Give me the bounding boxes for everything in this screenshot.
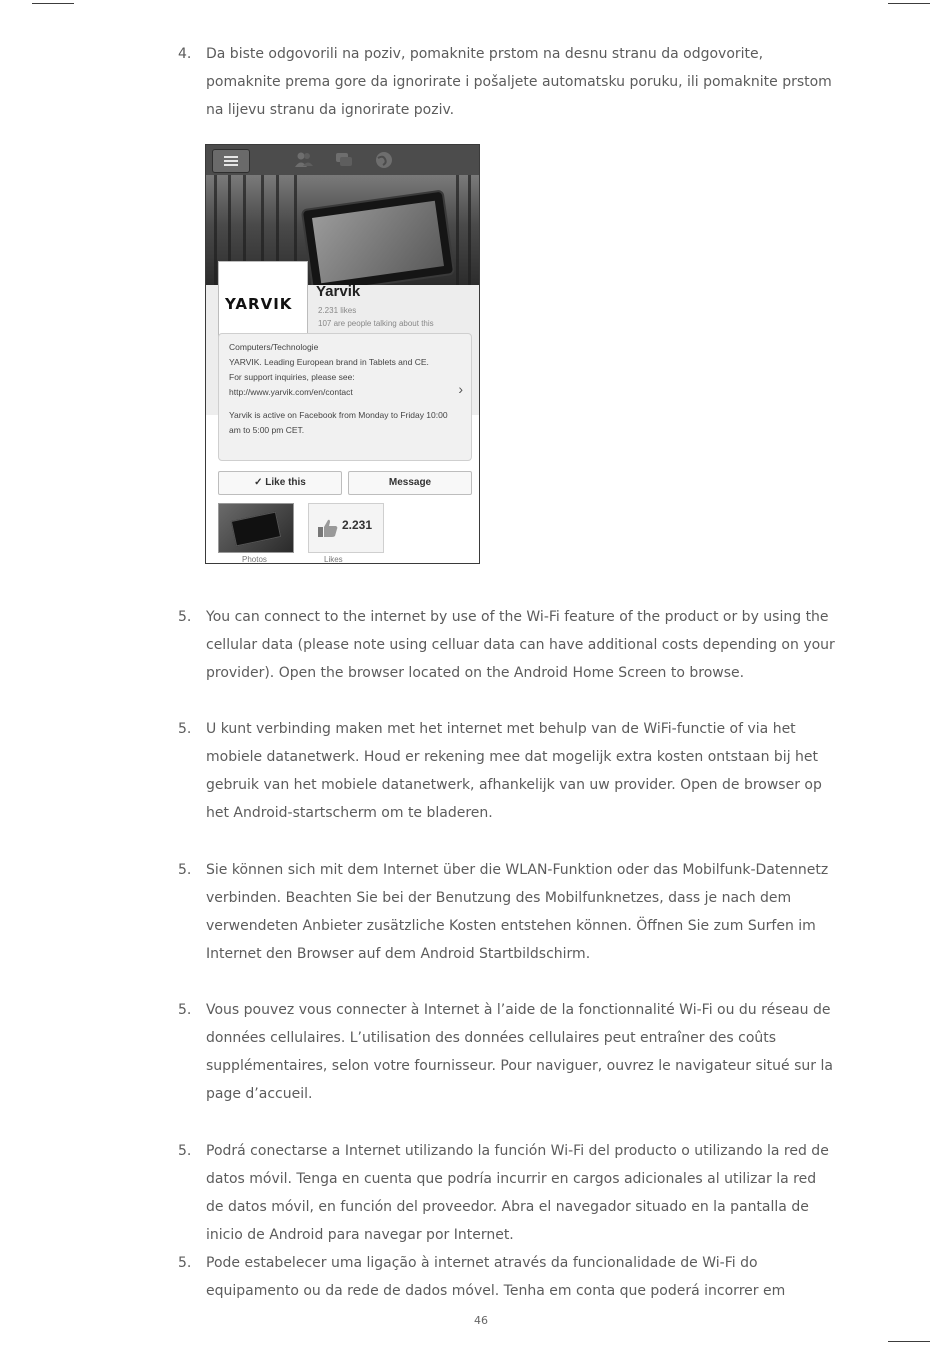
list-text: You can connect to the internet by use of the Wi-Fi feature of the product or by using the cellular data (please note using celluar data can have additional costs depending on your provider). Open the browser located on the Android Home Screen to browse.: [206, 609, 835, 681]
page-number: 46: [474, 1314, 488, 1327]
about-support: For support inquiries, please see:: [229, 372, 355, 382]
crop-mark-top-left: [32, 3, 74, 4]
list-item-5-en: [178, 603, 838, 687]
list-number: 5.: [178, 862, 192, 878]
list-number: 5.: [178, 721, 192, 737]
about-hours: Yarvik is active on Facebook from Monday to Friday 10:00 am to 5:00 pm CET.: [229, 410, 448, 435]
photos-label: Photos: [242, 555, 267, 564]
facebook-page-screenshot: [205, 144, 480, 564]
messages-icon: [334, 150, 354, 170]
list-text: Pode estabelecer uma ligação à internet através da funcionalidade de Wi-Fi do equipamento ou da rede de dados móvel. Tenha em conta que poderá incorrer em: [206, 1255, 786, 1299]
friends-icon: [294, 150, 314, 170]
list-item-5-nl: [178, 715, 838, 827]
list-number: 5.: [178, 1255, 192, 1271]
thumbs-up-icon: [317, 518, 339, 538]
tablet-image: [301, 189, 456, 285]
list-item-4: [178, 40, 838, 124]
chevron-right-icon: ›: [458, 381, 463, 397]
list-text: Da biste odgovorili na poziv, pomaknite prstom na desnu stranu da odgovorite, pomaknite prema gore da ignorirate i pošaljete automatsku poruku, ili pomaknite prstom na lijevu stranu da ignorirate poziv.: [206, 46, 832, 118]
list-item-5-pt: [178, 1249, 838, 1305]
likes-label: Likes: [324, 555, 343, 564]
app-top-bar: [206, 145, 479, 175]
globe-icon: [374, 150, 394, 170]
list-text: Podrá conectarse a Internet utilizando la función Wi-Fi del producto o utilizando la red de datos móvil. Tenga en cuenta que podría incurrir en cargos adicionales al utilizar la red de datos móvil, en función del proveedor. Abra el navegador situado en la pantalla de inicio de Android para navegar por Internet.: [206, 1143, 829, 1243]
like-button-label: Like this: [265, 477, 306, 488]
about-link: http://www.yarvik.com/en/contact: [229, 387, 353, 397]
likes-count: 2.231: [342, 518, 373, 532]
likes-text: 2.231 likes: [318, 306, 357, 315]
about-description: YARVIK. Leading European brand in Tablets and CE.: [229, 357, 429, 367]
likes-thumbnail: [308, 503, 384, 553]
message-button: [348, 471, 472, 495]
brand-logo: YARVIK: [225, 295, 293, 313]
list-item-5-es: [178, 1137, 838, 1249]
menu-icon: [212, 149, 250, 173]
list-text: Vous pouvez vous connecter à Internet à l’aide de la fonctionnalité Wi-Fi ou du réseau de données cellulaires. L’utilisation des données cellulaires peut entraîner des coûts supplémentaires, selon votre fournisseur. Pour naviguer, ouvrez le navigateur situé sur la page d’accueil.: [206, 1002, 833, 1102]
list-item-5-de: [178, 856, 838, 968]
about-section: [218, 333, 472, 461]
crop-mark-top-right: [888, 3, 930, 4]
crop-mark-bottom-right: [888, 1341, 930, 1342]
message-button-label: Message: [388, 477, 432, 488]
list-text: Sie können sich mit dem Internet über die WLAN-Funktion oder das Mobilfunk-Datennetz verbinden. Beachten Sie bei der Benutzung des Mobilfunknetzes, dass je nach dem verwendeten Anbieter zusätzliche Kosten entstehen können. Öffnen Sie zum Surfen im Internet den Browser auf dem Android Startbildschirm.: [206, 862, 829, 962]
page-name: Yarvik: [316, 283, 361, 300]
list-text: U kunt verbinding maken met het internet met behulp van de WiFi-functie of via het mobiele datanetwerk. Houd er rekening mee dat mogelijk extra kosten ontstaan bij het gebruik van het mobiele datanetwerk, afhankelijk van uw provider. Open de browser op het Android-startscherm om te bladeren.: [206, 721, 822, 821]
list-number: 4.: [178, 46, 192, 62]
list-number: 5.: [178, 609, 192, 625]
list-number: 5.: [178, 1143, 192, 1159]
list-number: 5.: [178, 1002, 192, 1018]
like-button: [218, 471, 342, 495]
check-icon: ✓: [254, 477, 263, 488]
list-item-5-fr: [178, 996, 838, 1108]
photos-thumbnail: [218, 503, 294, 553]
about-category: Computers/Technologie: [229, 342, 319, 352]
talking-text: 107 are people talking about this: [318, 319, 434, 328]
